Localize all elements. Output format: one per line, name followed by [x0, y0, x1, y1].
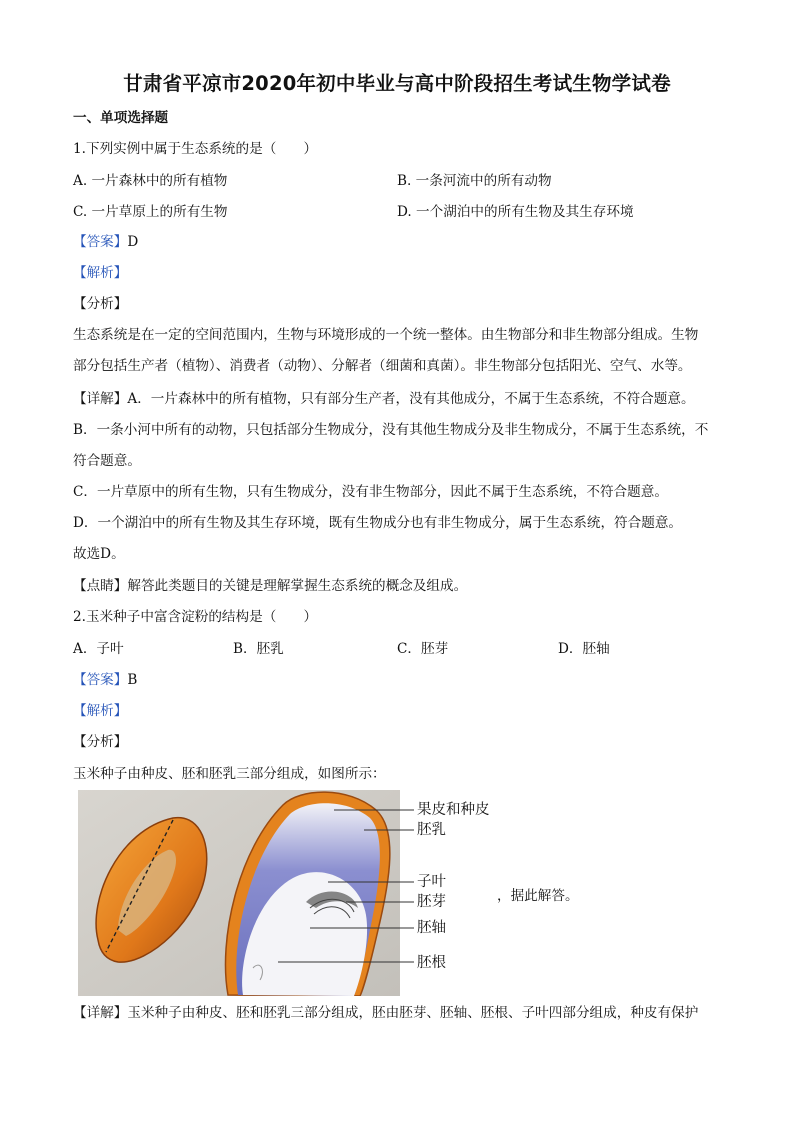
q1-fenxi-tag: 【分析】	[73, 296, 128, 312]
q2-fenxi-tag: 【分析】	[73, 734, 128, 750]
q2-option-b: B．胚乳	[233, 641, 284, 657]
q1-fenxi-line2: 部分包括生产者（植物）、消费者（动物）、分解者（细菌和真菌）。非生物部分包括阳光、空气、水等。	[73, 358, 692, 374]
q1-answer	[73, 232, 138, 252]
q1-option-b: B. 一条河流中的所有动物	[397, 173, 552, 189]
q1-tip	[73, 576, 467, 596]
q1-detail-b2: 符合题意。	[73, 453, 141, 469]
detail-a-text: A．一片森林中的所有植物，只有部分生产者，没有其他成分，不属于生态系统，不符合题意。	[127, 391, 695, 407]
label-hypocotyl: 胚轴	[417, 920, 446, 936]
figure-trailing-text: ，据此解答。	[497, 888, 579, 904]
q1-analysis-tag: 【解析】	[73, 265, 128, 281]
q1-detail-c: C．一片草原中的所有生物，只有生物成分，没有非生物部分，因此不属于生态系统，不符合题意。	[73, 484, 668, 500]
q1-option-a: A. 一片森林中的所有植物	[73, 173, 228, 189]
q2-option-c: C．胚芽	[397, 641, 449, 657]
answer-tag: 【答案】	[73, 234, 128, 250]
q1-conclusion: 故选D。	[73, 546, 125, 562]
answer-value: B	[127, 672, 138, 688]
q1-detail-a	[73, 389, 695, 409]
answer-tag: 【答案】	[73, 672, 128, 688]
q2-analysis-tag: 【解析】	[73, 703, 128, 719]
detail-tag: 【详解】	[73, 1005, 128, 1021]
page-title: 甘肃省平凉市2020年初中毕业与高中阶段招生考试生物学试卷	[123, 72, 671, 95]
label-plumule: 胚芽	[417, 894, 446, 910]
q1-stem: 1.下列实例中属于生态系统的是（ ）	[73, 141, 318, 157]
q1-fenxi-line1: 生态系统是在一定的空间范围内，生物与环境形成的一个统一整体。由生物部分和非生物部分组成。生物	[73, 327, 699, 343]
section-heading: 一、单项选择题	[73, 110, 169, 126]
label-cotyledon: 子叶	[417, 874, 446, 890]
q1-option-d: D. 一个湖泊中的所有生物及其生存环境	[397, 204, 634, 220]
q1-detail-b1: B．一条小河中所有的动物，只包括部分生物成分，没有其他生物成分及非生物成分，不属于生态系统，不	[73, 422, 709, 438]
corn-seed-illustration	[78, 790, 400, 996]
label-endosperm: 胚乳	[417, 822, 446, 838]
q2-option-d: D．胚轴	[558, 641, 610, 657]
corn-seed-figure	[78, 790, 400, 996]
answer-value: D	[127, 234, 139, 250]
leader-line-extensions	[400, 790, 416, 996]
detail-tag: 【详解】	[73, 391, 128, 407]
tip-tag: 【点睛】	[73, 578, 128, 594]
q2-option-a: A．子叶	[73, 641, 124, 657]
q2-fenxi-line1: 玉米种子由种皮、胚和胚乳三部分组成，如图所示：	[73, 766, 386, 782]
q2-answer	[73, 670, 137, 690]
q2-detail	[73, 1003, 698, 1023]
tip-text: 解答此类题目的关键是理解掌握生态系统的概念及组成。	[127, 578, 468, 594]
label-pericarp-seedcoat: 果皮和种皮	[417, 802, 490, 818]
label-radicle: 胚根	[417, 955, 446, 971]
detail-text: 玉米种子由种皮、胚和胚乳三部分组成，胚由胚芽、胚轴、胚根、子叶四部分组成，种皮有保护	[127, 1005, 699, 1021]
q1-option-c: C. 一片草原上的所有生物	[73, 204, 228, 220]
q2-stem: 2.玉米种子中富含淀粉的结构是（ ）	[73, 609, 318, 625]
q1-detail-d: D．一个湖泊中的所有生物及其生存环境，既有生物成分也有非生物成分，属于生态系统，符合题意。	[73, 515, 683, 531]
